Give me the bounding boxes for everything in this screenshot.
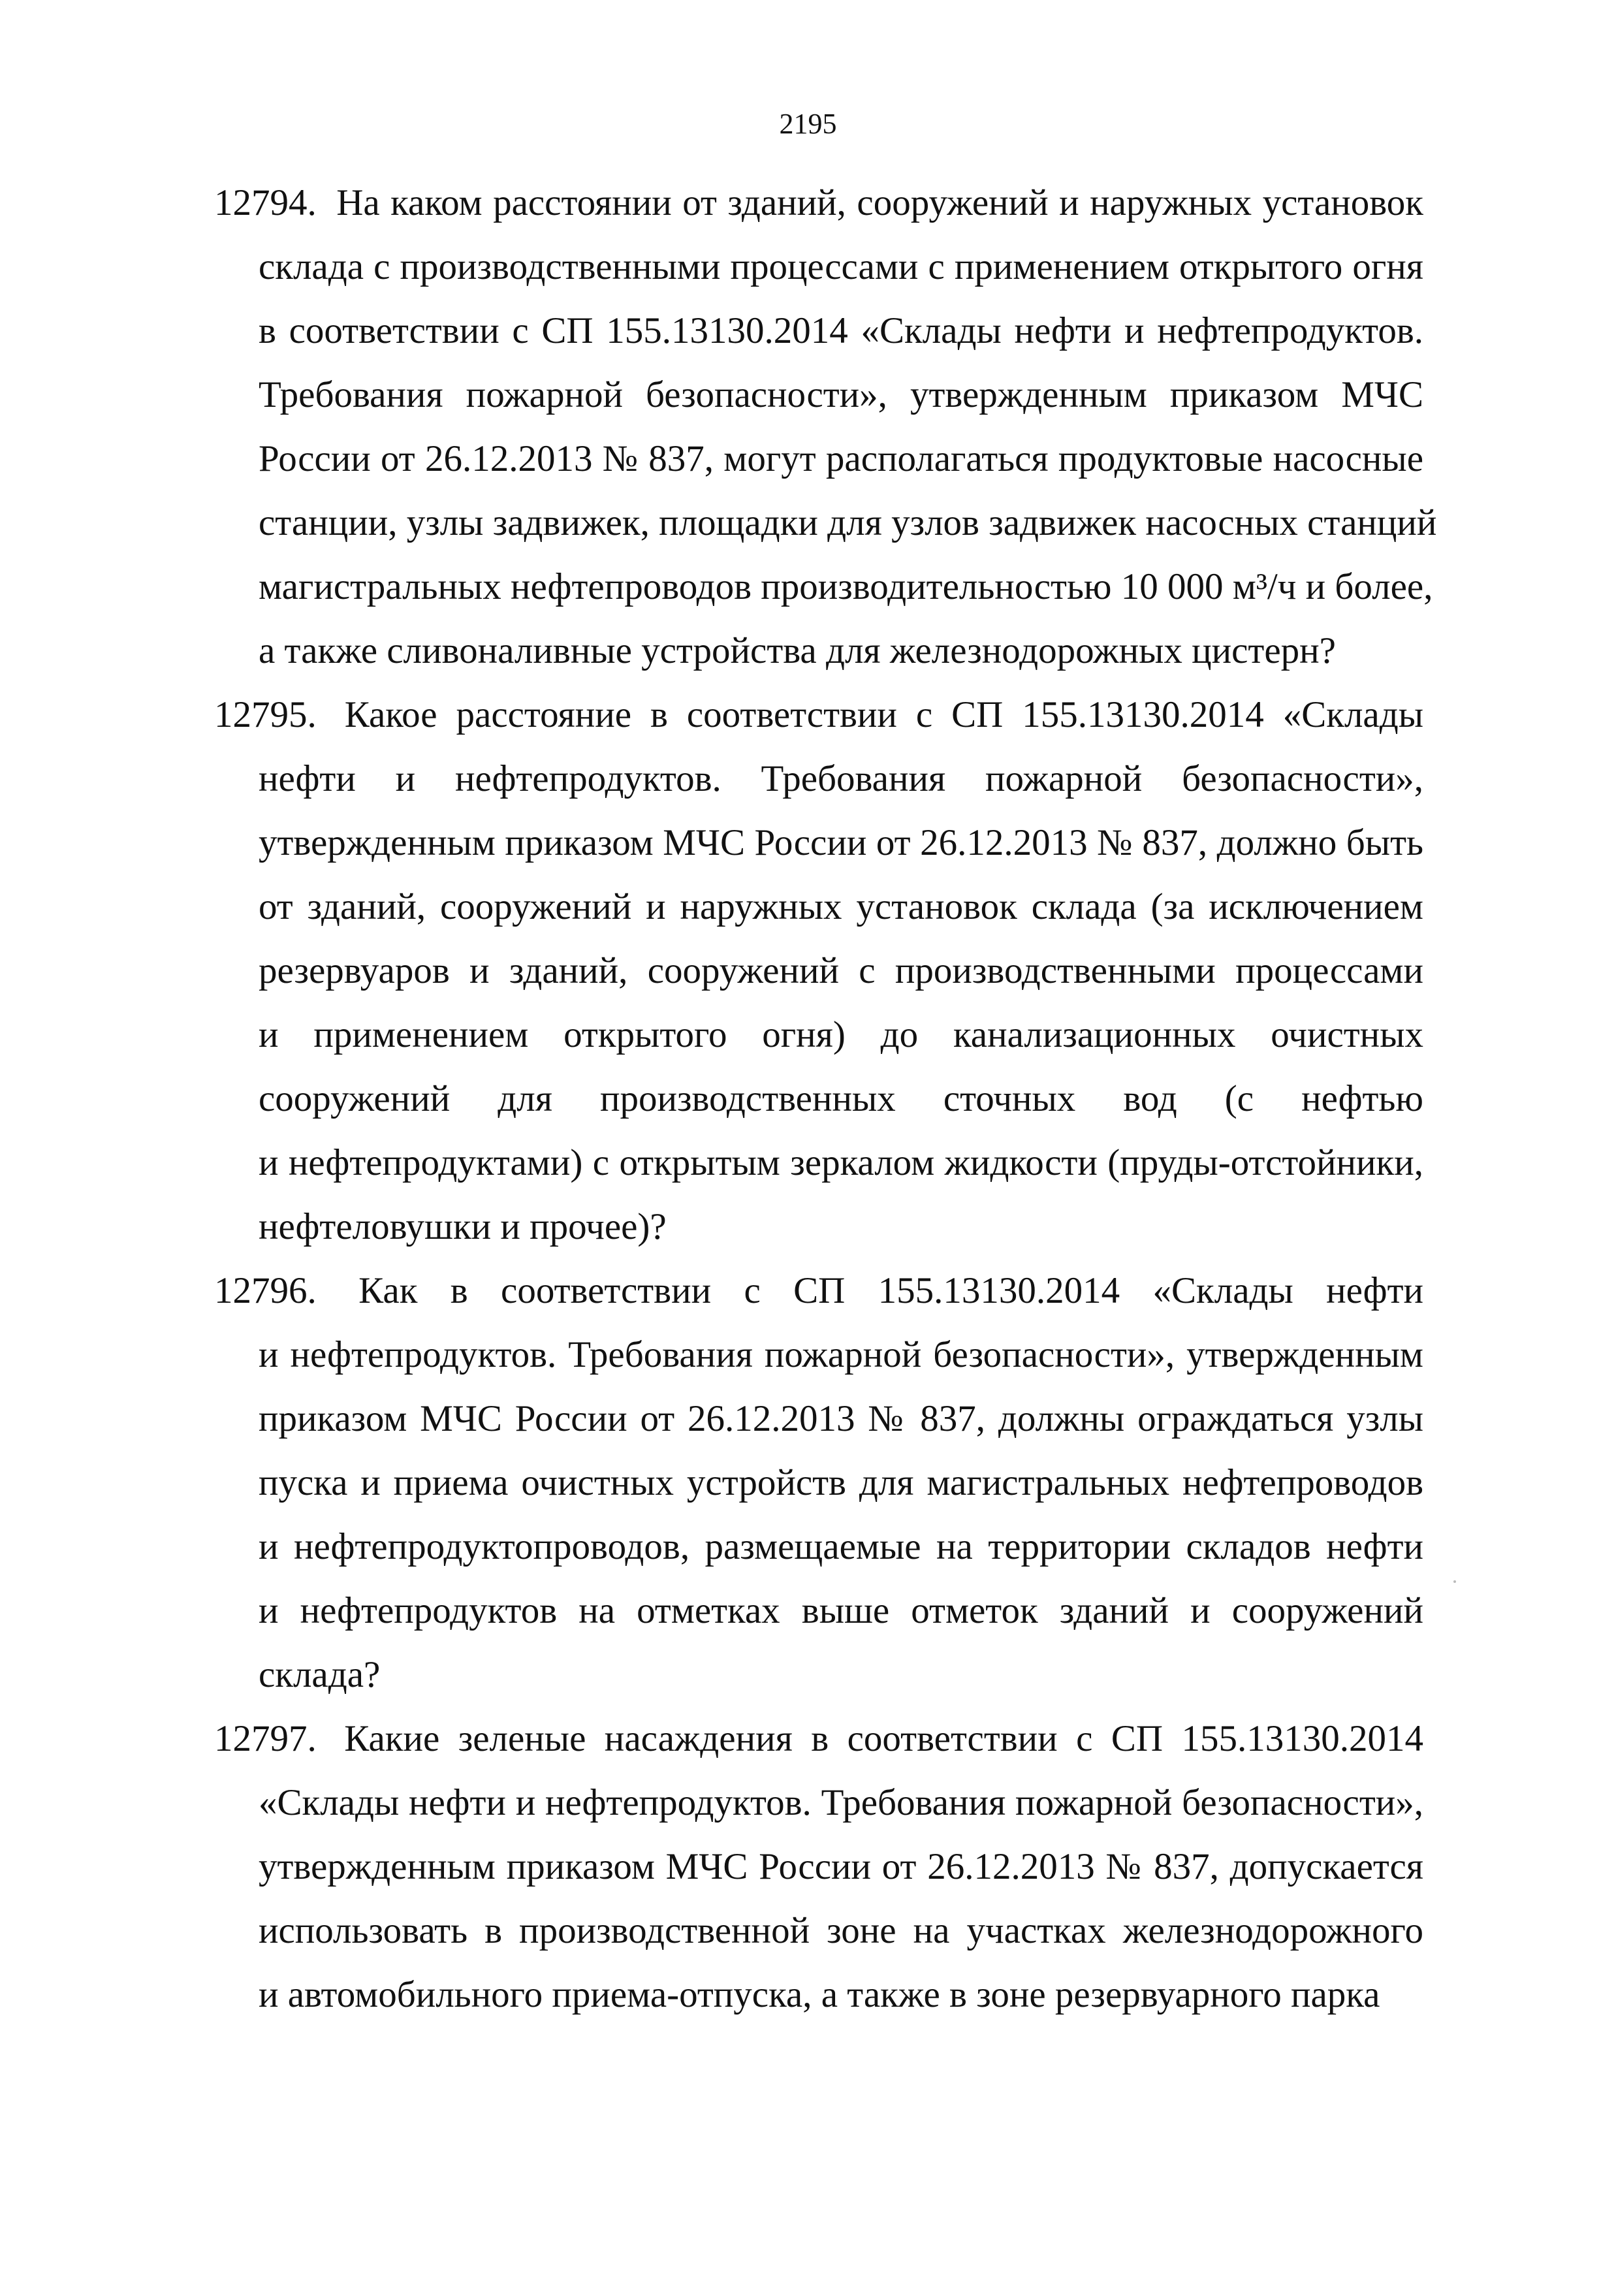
question-text: и нефтепродуктопроводов, размещаемые на территории складов нефти bbox=[259, 1526, 1423, 1567]
question-line bbox=[214, 1259, 1423, 1323]
question-text: и нефтепродуктами) с открытым зеркалом жидкости (пруды-отстойники, bbox=[259, 1142, 1423, 1183]
question-text: сооружений для производственных сточных вод (с нефтью bbox=[259, 1078, 1423, 1119]
question-line bbox=[214, 1771, 1423, 1835]
question-text: На каком расстоянии от зданий, сооружений и наружных установок bbox=[336, 182, 1424, 223]
page-number: 2195 bbox=[779, 108, 837, 140]
question-text: склада с производственными процессами с применением открытого огня bbox=[259, 246, 1423, 287]
question-text: склада? bbox=[259, 1654, 381, 1695]
question-text: Какое расстояние в соответствии с СП 155.13130.2014 «Склады bbox=[344, 694, 1424, 735]
question-line bbox=[214, 1131, 1423, 1195]
question-text: утвержденным приказом МЧС России от 26.12.2013 № 837, должно быть bbox=[259, 822, 1423, 863]
question-text: и автомобильного приема-отпуска, а также в зоне резервуарного парка bbox=[259, 1974, 1380, 2015]
question-line bbox=[214, 1323, 1423, 1387]
question-line bbox=[214, 555, 1433, 619]
question-item bbox=[214, 171, 1437, 683]
question-line bbox=[214, 1579, 1423, 1643]
question-line bbox=[214, 1003, 1423, 1067]
question-line bbox=[214, 875, 1423, 939]
question-line bbox=[214, 1643, 1423, 1707]
question-number: 12794. bbox=[214, 182, 317, 223]
question-line bbox=[214, 619, 1423, 683]
question-line bbox=[214, 1451, 1423, 1515]
question-text: и нефтепродуктов на отметках выше отметок зданий и сооружений bbox=[259, 1590, 1423, 1631]
question-text: приказом МЧС России от 26.12.2013 № 837, должны ограждаться узлы bbox=[259, 1398, 1423, 1439]
question-line bbox=[214, 1899, 1423, 1963]
question-text: России от 26.12.2013 № 837, могут располагаться продуктовые насосные bbox=[259, 438, 1423, 479]
question-line bbox=[214, 171, 1423, 235]
question-text: Как в соответствии с СП 155.13130.2014 «Склады нефти bbox=[358, 1270, 1424, 1311]
question-line bbox=[214, 235, 1423, 299]
question-line bbox=[214, 1387, 1423, 1451]
question-text: нефтеловушки и прочее)? bbox=[259, 1206, 667, 1247]
question-number: 12797. bbox=[214, 1718, 317, 1759]
question-text: от зданий, сооружений и наружных установок склада (за исключением bbox=[259, 886, 1423, 927]
question-text: и применением открытого огня) до канализационных очистных bbox=[259, 1014, 1423, 1055]
question-line bbox=[214, 1067, 1423, 1131]
question-line bbox=[214, 747, 1423, 811]
question-line bbox=[214, 299, 1423, 363]
question-line bbox=[214, 363, 1423, 427]
question-number: 12795. bbox=[214, 694, 317, 735]
question-item bbox=[214, 683, 1423, 1259]
question-text: и нефтепродуктов. Требования пожарной безопасности», утвержденным bbox=[259, 1334, 1423, 1375]
question-text: Какие зеленые насаждения в соответствии с СП 155.13130.2014 bbox=[344, 1718, 1424, 1759]
question-line bbox=[214, 1835, 1423, 1899]
question-text: нефти и нефтепродуктов. Требования пожарной безопасности», bbox=[259, 758, 1423, 799]
question-text: утвержденным приказом МЧС России от 26.12.2013 № 837, допускается bbox=[259, 1846, 1423, 1887]
question-text: магистральных нефтепроводов производительностью 10 000 м³/ч и более, bbox=[259, 566, 1433, 607]
question-line bbox=[214, 1963, 1423, 2027]
question-line bbox=[214, 491, 1437, 555]
question-list bbox=[214, 171, 1437, 2027]
question-text: а также сливоналивные устройства для железнодорожных цистерн? bbox=[259, 630, 1336, 671]
question-text: резервуаров и зданий, сооружений с производственными процессами bbox=[259, 950, 1423, 991]
question-line bbox=[214, 1707, 1423, 1771]
question-text: Требования пожарной безопасности», утвержденным приказом МЧС bbox=[259, 374, 1423, 415]
question-line bbox=[214, 1195, 1423, 1259]
question-text: пуска и приема очистных устройств для магистральных нефтепроводов bbox=[259, 1462, 1423, 1503]
question-text: «Склады нефти и нефтепродуктов. Требования пожарной безопасности», bbox=[259, 1782, 1423, 1823]
question-line bbox=[214, 683, 1423, 747]
question-text: станции, узлы задвижек, площадки для узлов задвижек насосных станций bbox=[259, 502, 1437, 543]
question-line bbox=[214, 811, 1423, 875]
question-text: в соответствии с СП 155.13130.2014 «Склады нефти и нефтепродуктов. bbox=[259, 310, 1423, 351]
scan-speck bbox=[1453, 1580, 1456, 1583]
question-line bbox=[214, 1515, 1423, 1579]
question-text: использовать в производственной зоне на участках железнодорожного bbox=[259, 1910, 1423, 1951]
question-item bbox=[214, 1259, 1423, 1707]
question-line bbox=[214, 427, 1423, 491]
question-item bbox=[214, 1707, 1423, 2027]
question-line bbox=[214, 939, 1423, 1003]
question-number: 12796. bbox=[214, 1270, 317, 1311]
